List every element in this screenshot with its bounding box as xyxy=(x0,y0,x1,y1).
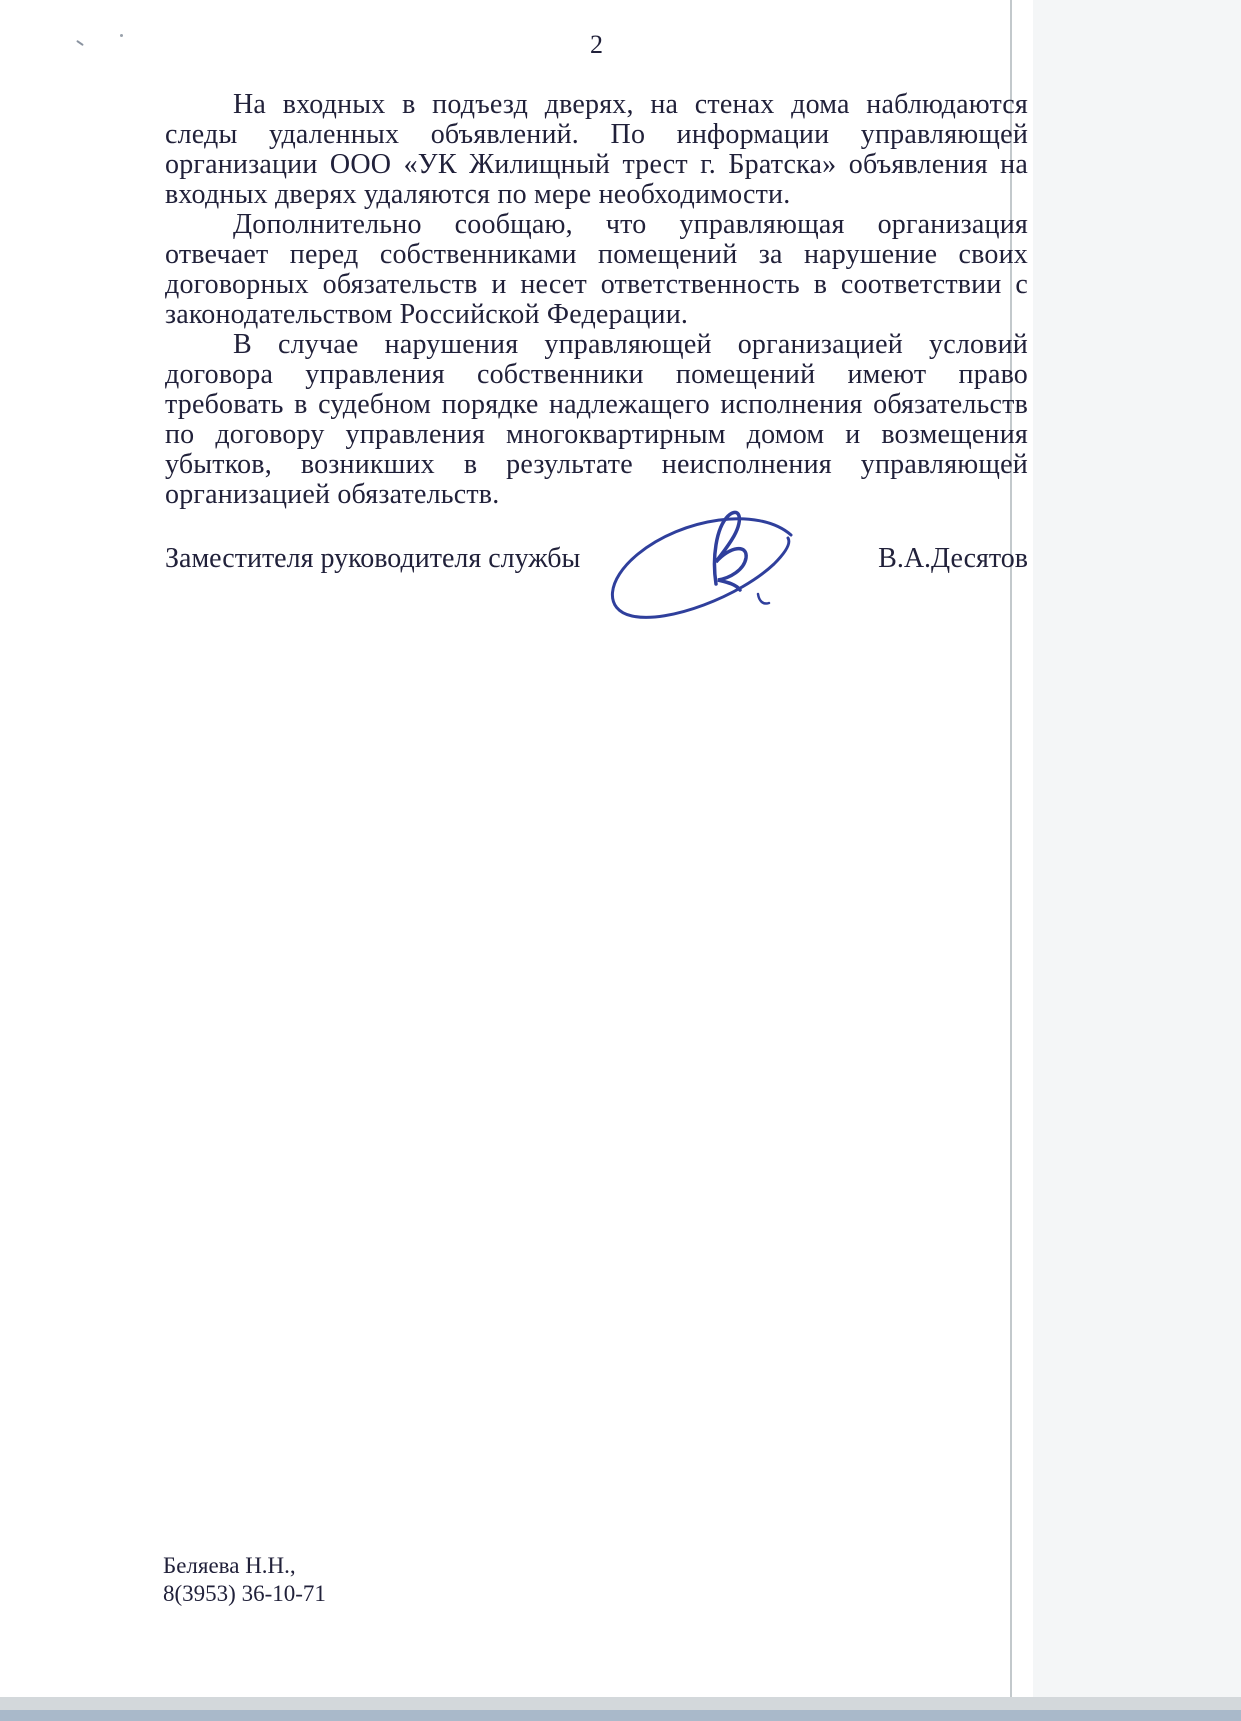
scan-bottom-band xyxy=(0,1697,1241,1710)
body-paragraph-2: Дополнительно сообщаю, что управляющая организация отвечает перед собственниками помещений за нарушение своих договорных обязательств и несет ответственность в соответствии с законодательством Российской Федерации. xyxy=(165,209,1028,330)
signature-position-label: Заместителя руководителя службы xyxy=(165,543,581,574)
signatory-name: В.А.Десятов xyxy=(878,543,1028,574)
scan-bottom-edge xyxy=(0,1710,1241,1721)
page-number: 2 xyxy=(590,30,603,59)
handwritten-signature xyxy=(598,488,808,638)
document-page xyxy=(165,30,1028,510)
footer-contact-phone: 8(3953) 36-10-71 xyxy=(163,1581,326,1606)
footer-contact xyxy=(163,1552,326,1608)
scan-speck xyxy=(120,34,123,37)
scan-speck xyxy=(76,40,84,46)
body-paragraph-1: На входных в подъезд дверях, на стенах дома наблюдаются следы удаленных объявлений. По информации управляющей организации ООО «УК Жилищный трест г. Братска» объявления на входных дверях удаляются по мере необходимости. xyxy=(165,89,1028,210)
signature-block xyxy=(165,543,1028,575)
footer-contact-name: Беляева Н.Н., xyxy=(163,1553,296,1578)
body-paragraph-3: В случае нарушения управляющей организацией условий договора управления собственники помещений имеют право требовать в судебном порядке надлежащего исполнения обязательств по договору управления многоквартирным домом и возмещения убытков, возникших в результате неисполнения управляющей организацией обязательств. xyxy=(165,329,1028,510)
scan-right-shade xyxy=(1033,0,1241,1721)
